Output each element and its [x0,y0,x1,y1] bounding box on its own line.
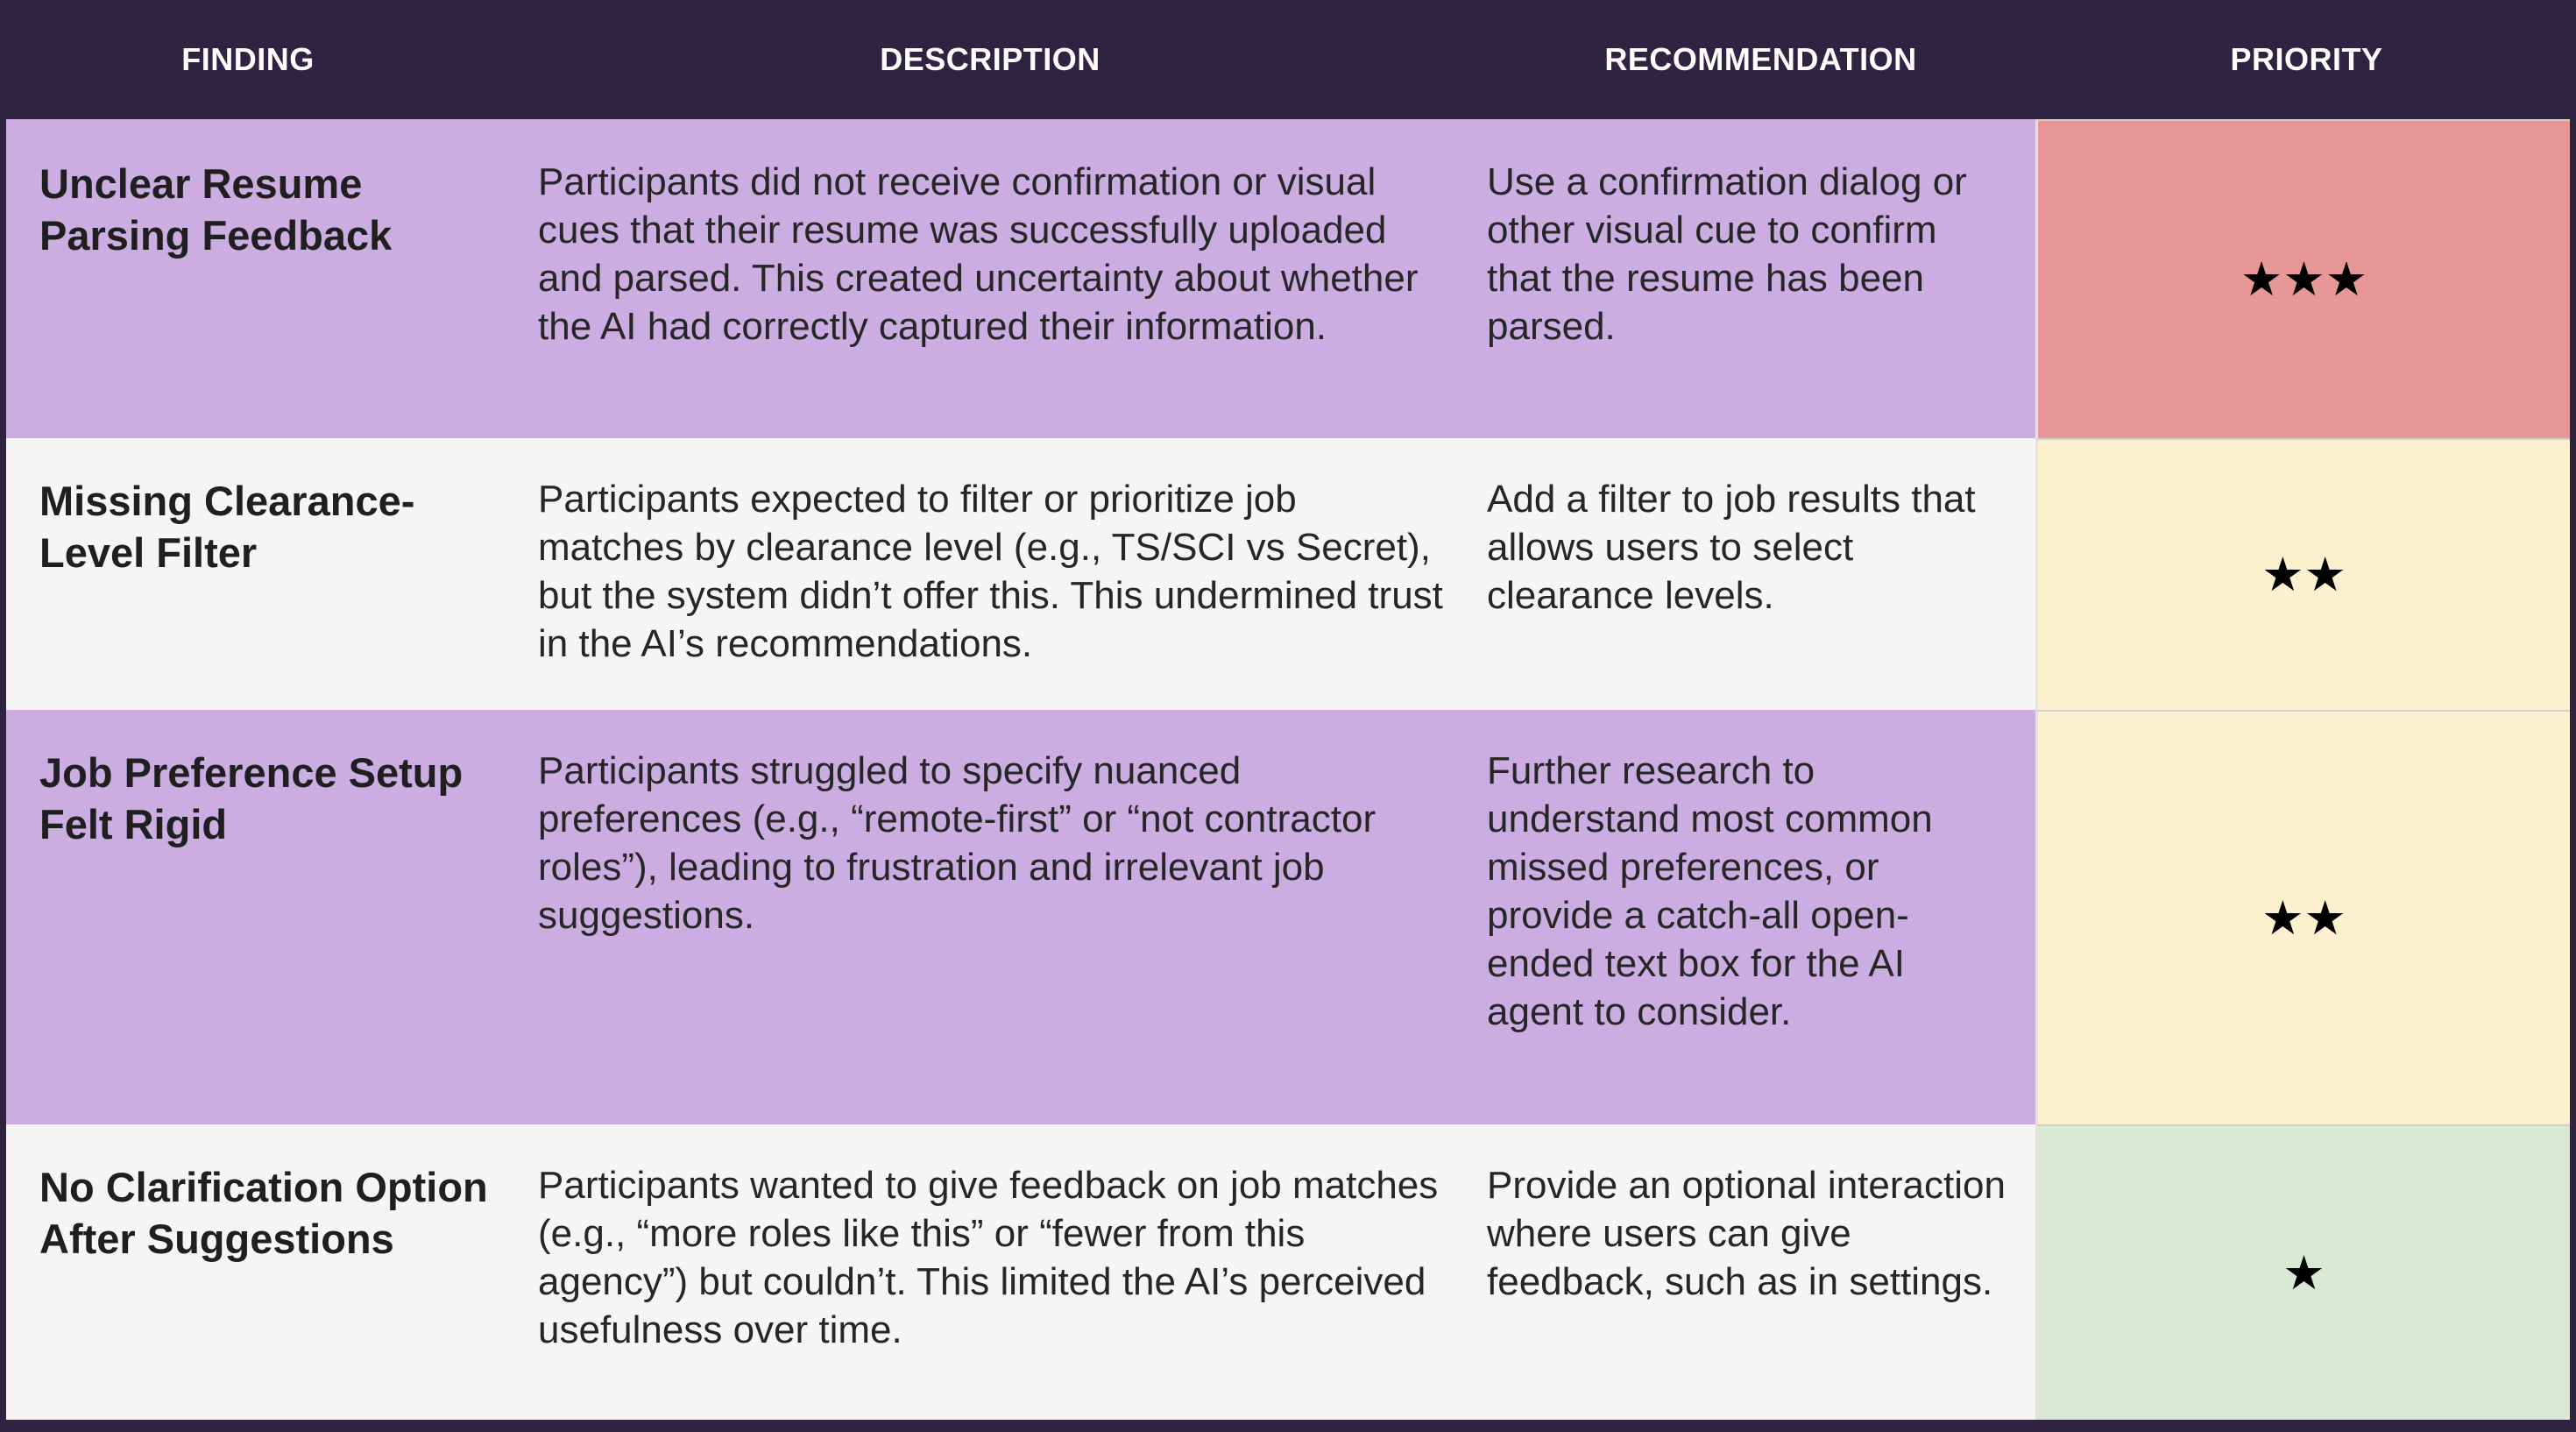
recommendation-text: Use a confirmation dialog or other visual cue to confirm that the resume has been parsed. [1487,160,1967,348]
recommendation-cell [1483,1124,2035,1420]
recommendation-text: Add a filter to job results that allows users to select clearance levels. [1487,478,1976,617]
recommendation-cell [1483,710,2035,1124]
description-cell [494,1124,1483,1420]
table-row [6,1124,2570,1420]
priority-cell [2035,119,2570,438]
recommendation-text: Provide an optional interaction where users can give feedback, such as in settings. [1487,1164,2006,1303]
priority-stars: ★★★ [2240,253,2368,306]
header-finding: FINDING [181,41,315,77]
finding-title: Unclear Resume Parsing Feedback [39,160,393,259]
description-cell [494,119,1483,438]
priority-cell [2035,1124,2570,1420]
finding-title: No Clarification Option After Suggestions [39,1164,488,1262]
finding-cell [6,119,494,438]
priority-cell [2035,710,2570,1124]
finding-title: Missing Clearance-Level Filter [39,478,415,576]
priority-stars: ★★ [2261,549,2346,601]
recommendation-cell [1483,438,2035,710]
table-header [0,0,2576,119]
description-text: Participants wanted to give feedback on job matches (e.g., “more roles like this” or “fewer from this agency”) but couldn’t. This limited the AI’s perceived usefulness over time. [538,1164,1439,1351]
recommendation-cell [1483,119,2035,438]
header-priority: PRIORITY [2230,41,2383,77]
header-description: DESCRIPTION [880,41,1100,77]
table-row [6,438,2570,710]
description-text: Participants did not receive confirmation or visual cues that their resume was successfully uploaded and parsed. This created uncertainty about whether the AI had correctly captured their information. [538,160,1419,348]
finding-cell [6,710,494,1124]
finding-cell [6,438,494,710]
finding-title: Job Preference Setup Felt Rigid [39,749,464,847]
finding-cell [6,1124,494,1420]
priority-cell [2035,438,2570,710]
priority-stars: ★★ [2261,891,2346,945]
header-recommendation: RECOMMENDATION [1604,41,1917,77]
description-cell [494,710,1483,1124]
recommendation-text: Further research to understand most common missed preferences, or provide a catch-all open-ended text box for the AI agent to consider. [1487,749,1933,1033]
table-row [6,710,2570,1124]
table-row [6,119,2570,438]
description-text: Participants struggled to specify nuanced preferences (e.g., “remote-first” or “not contractor roles”), leading to frustration and irrelevant job suggestions. [538,749,1376,937]
description-cell [494,438,1483,710]
priority-stars: ★ [2282,1246,2325,1300]
description-text: Participants expected to filter or prioritize job matches by clearance level (e.g., TS/SCI vs Secret), but the system didn’t offer this. This undermined trust in the AI’s recommendations. [538,478,1443,665]
